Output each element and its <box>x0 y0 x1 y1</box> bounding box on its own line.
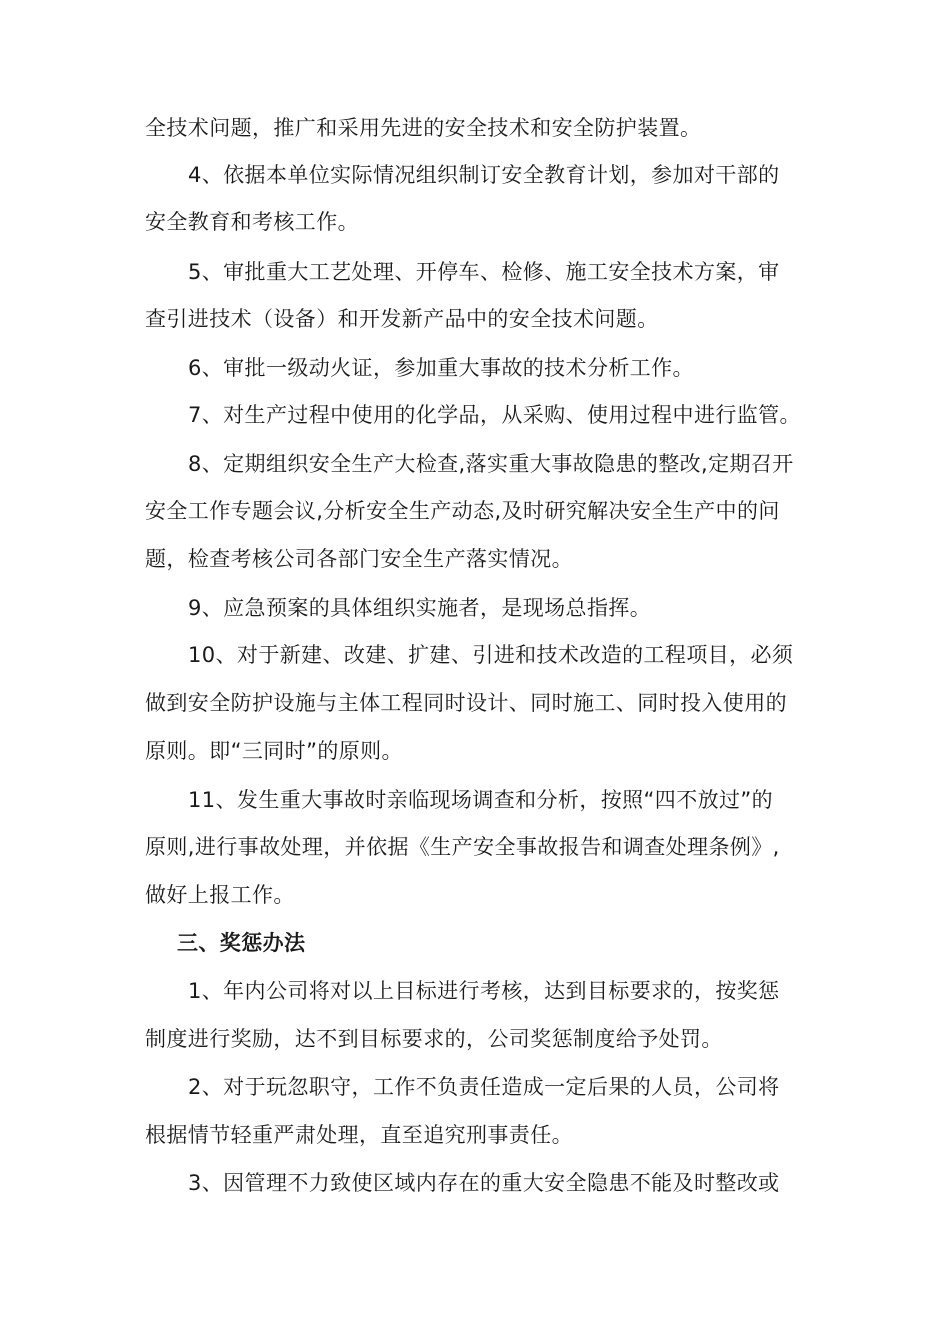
body-line: 原则,进行事故处理，并依据《生产安全事故报告和调查处理条例》, <box>145 835 780 859</box>
list-item-1: 1、年内公司将对以上目标进行考核，达到目标要求的，按奖惩 <box>188 979 780 1003</box>
body-line: 安全工作专题会议,分析安全生产动态,及时研究解决安全生产中的问 <box>145 499 780 523</box>
body-line: 查引进技术（设备）和开发新产品中的安全技术问题。 <box>145 307 659 331</box>
body-line: 制度进行奖励，达不到目标要求的，公司奖惩制度给予处罚。 <box>145 1027 723 1051</box>
list-item-2: 2、对于玩忽职守，工作不负责任造成一定后果的人员，公司将 <box>188 1075 780 1099</box>
list-item-3: 3、因管理不力致使区域内存在的重大安全隐患不能及时整改或 <box>188 1171 780 1195</box>
body-line: 做好上报工作。 <box>145 883 295 907</box>
body-line: 题，检查考核公司各部门安全生产落实情况。 <box>145 547 573 571</box>
body-line: 全技术问题，推广和采用先进的安全技术和安全防护装置。 <box>145 116 702 140</box>
body-line: 安全教育和考核工作。 <box>145 210 359 234</box>
list-item-6: 6、审批一级动火证，参加重大事故的技术分析工作。 <box>188 356 694 380</box>
section-heading: 三、奖惩办法 <box>177 931 306 955</box>
list-item-9: 9、应急预案的具体组织实施者，是现场总指挥。 <box>188 596 652 620</box>
list-item-7: 7、对生产过程中使用的化学品，从采购、使用过程中进行监管。 <box>188 403 801 427</box>
list-item-4: 4、依据本单位实际情况组织制订安全教育计划，参加对干部的 <box>188 163 780 187</box>
list-item-5: 5、审批重大工艺处理、开停车、检修、施工安全技术方案，审 <box>188 260 780 284</box>
body-line: 原则。即“三同时”的原则。 <box>145 739 403 763</box>
body-line: 做到安全防护设施与主体工程同时设计、同时施工、同时投入使用的 <box>145 691 787 715</box>
list-item-8: 8、定期组织安全生产大检查,落实重大事故隐患的整改,定期召开 <box>188 452 794 476</box>
list-item-11: 11、发生重大事故时亲临现场调查和分析，按照“四不放过”的 <box>188 788 774 812</box>
body-line: 根据情节轻重严肃处理，直至追究刑事责任。 <box>145 1123 573 1147</box>
list-item-10: 10、对于新建、改建、扩建、引进和技术改造的工程项目，必须 <box>188 643 794 667</box>
